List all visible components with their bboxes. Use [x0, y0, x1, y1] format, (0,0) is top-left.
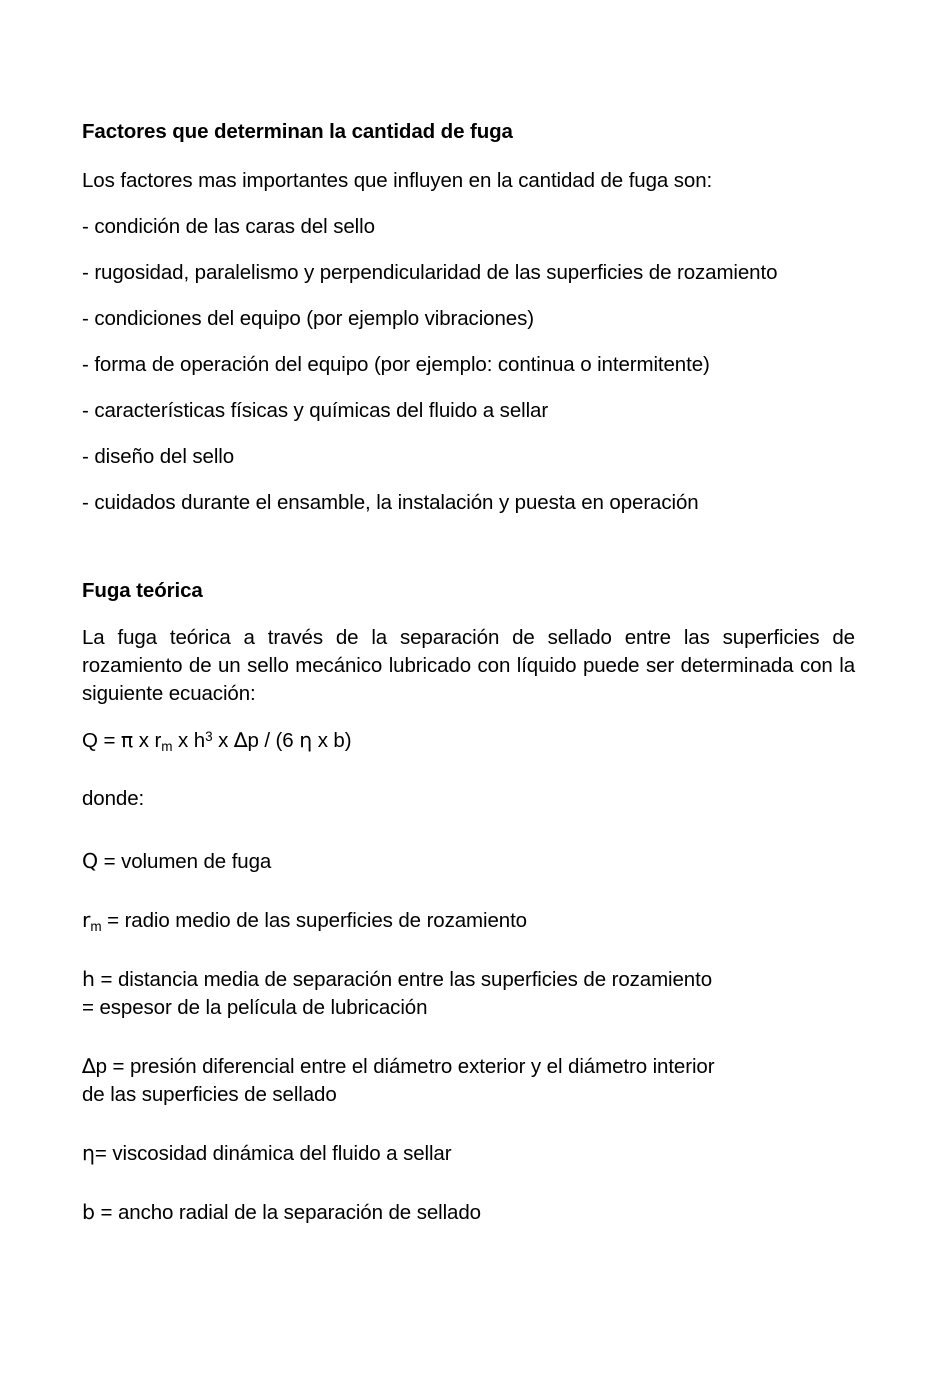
- definition-rm-subscript: m: [90, 918, 102, 934]
- definition-h: [82, 965, 855, 1022]
- spacer: [82, 425, 855, 443]
- equation-fuga-teorica: [82, 726, 855, 755]
- definition-rm-text: = radio medio de las superficies de rozamiento: [101, 909, 527, 932]
- definition-eta-symbol: η: [82, 1141, 95, 1165]
- spacer: [82, 241, 855, 259]
- equation-mul-3: x: [212, 729, 234, 752]
- paragraph-intro-factores: Los factores mas importantes que influyen en la cantidad de fuga son:: [82, 169, 713, 192]
- definition-eta: [82, 1139, 855, 1168]
- spacer: [82, 876, 855, 906]
- spacer: [82, 333, 855, 351]
- spacer: [82, 1168, 855, 1198]
- eta-symbol: η: [299, 728, 313, 752]
- definition-b-text: = ancho radial de la separación de sellado: [94, 1201, 481, 1224]
- spacer: [82, 145, 855, 167]
- bullet-condicion-caras: - condición de las caras del sello: [82, 215, 375, 238]
- spacer: [82, 379, 855, 397]
- bullet-cuidados-ensamble: - cuidados durante el ensamble, la instalación y puesta en operación: [82, 491, 699, 514]
- definition-h-text-line2: = espesor de la película de lubricación: [82, 996, 428, 1019]
- bullet-diseno-sello: - diseño del sello: [82, 445, 235, 468]
- pi-symbol: π: [120, 728, 134, 752]
- section-heading-factores: Factores que determinan la cantidad de fuga: [82, 120, 513, 143]
- spacer: [82, 287, 855, 305]
- spacer: [82, 471, 855, 489]
- definition-h-text: = distancia media de separación entre las superficies de rozamiento: [94, 968, 712, 991]
- where-label: donde:: [82, 787, 145, 810]
- spacer: [82, 813, 855, 847]
- equation-tail: x b): [312, 729, 352, 752]
- paragraph-intro-fuga-teorica: La fuga teórica a través de la separación de sellado entre las superficies de rozamiento de un sello mecánico lubricado con líquido puede ser determinada con la siguiente ecuación:: [82, 626, 861, 705]
- equation-lhs: Q =: [82, 729, 121, 752]
- spacer: [82, 1022, 855, 1052]
- equation-pressure-term: p / (6: [247, 729, 300, 752]
- bullet-caracteristicas-fisicas: - características físicas y químicas del fluido a sellar: [82, 399, 549, 422]
- equation-h-exponent: 3: [205, 728, 213, 744]
- definition-b: [82, 1198, 855, 1227]
- spacer: [82, 1109, 855, 1139]
- definition-rm: [82, 906, 855, 935]
- definition-eta-text: = viscosidad dinámica del fluido a sellar: [94, 1142, 452, 1165]
- spacer-section-break: [82, 517, 855, 577]
- bullet-rugosidad: - rugosidad, paralelismo y perpendicularidad de las superficies de rozamiento: [82, 261, 778, 284]
- definition-b-symbol: b: [82, 1200, 95, 1224]
- definition-q-text: = volumen de fuga: [98, 850, 272, 873]
- definition-delta-p: [82, 1052, 855, 1109]
- definition-rm-symbol: r: [82, 908, 91, 932]
- definition-delta-symbol: ∆: [82, 1054, 96, 1078]
- equation-mul-2: x h: [172, 729, 206, 752]
- definition-h-symbol: h: [82, 967, 95, 991]
- spacer: [82, 935, 855, 965]
- spacer: [82, 755, 855, 785]
- spacer: [82, 708, 855, 726]
- equation-mul-1: x: [133, 729, 155, 752]
- definition-q: [82, 847, 855, 876]
- spacer: [82, 195, 855, 213]
- definition-delta-p-text: p = presión diferencial entre el diámetro exterior y el diámetro interior: [95, 1055, 715, 1078]
- bullet-forma-operacion: - forma de operación del equipo (por ejemplo: continua o intermitente): [82, 353, 710, 376]
- document-content: [82, 118, 861, 1227]
- definition-q-symbol: Q: [82, 849, 99, 873]
- spacer: [82, 604, 855, 624]
- equation-radius-symbol: r: [154, 729, 162, 752]
- equation-radius-subscript: m: [161, 738, 173, 754]
- definition-delta-p-text-line2: de las superficies de sellado: [82, 1083, 337, 1106]
- delta-symbol: ∆: [233, 728, 248, 752]
- bullet-condiciones-equipo: - condiciones del equipo (por ejemplo vibraciones): [82, 307, 534, 330]
- section-heading-fuga-teorica: Fuga teórica: [82, 579, 203, 602]
